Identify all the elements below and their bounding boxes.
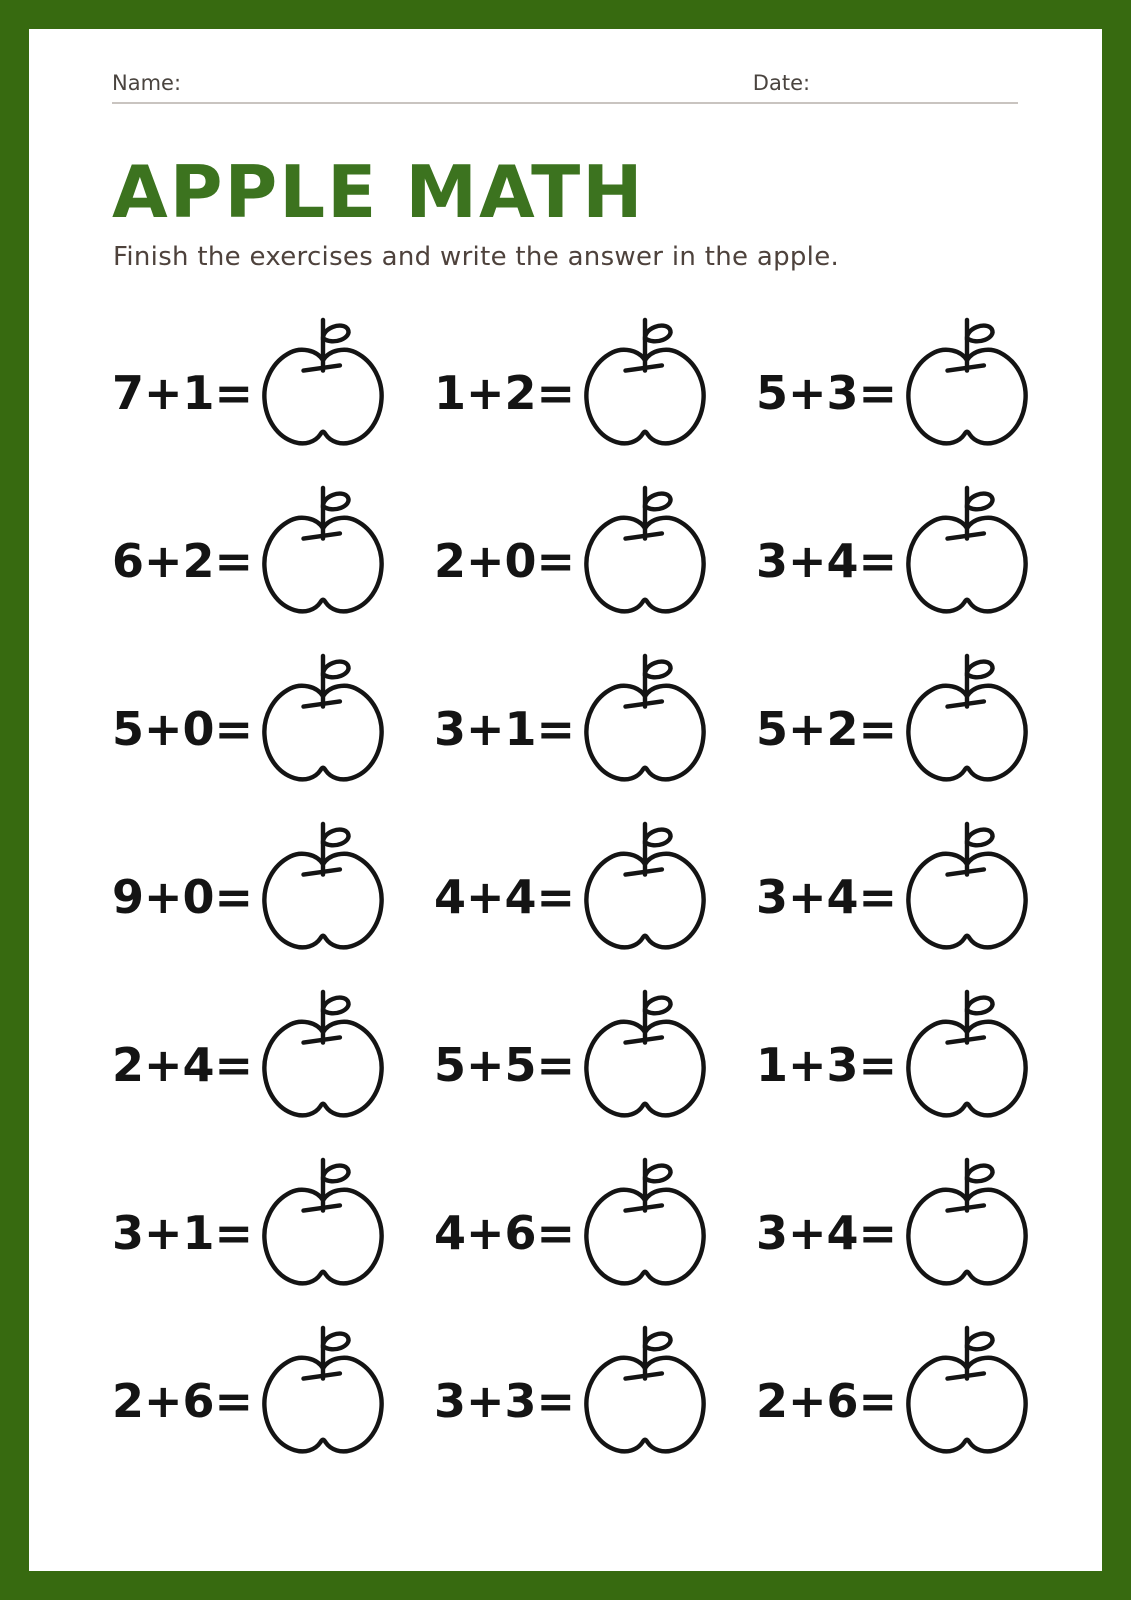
- problem-expression: 2+4=: [112, 1037, 254, 1092]
- problem-expression: 3+3=: [434, 1373, 576, 1428]
- problem-expression: 3+4=: [756, 1205, 898, 1260]
- apple-answer-box[interactable]: [579, 316, 711, 459]
- apple-answer-box[interactable]: [579, 1324, 711, 1467]
- problem-cell: [112, 1156, 389, 1299]
- problem-expression: 4+4=: [434, 869, 576, 924]
- problem-expression: 3+1=: [112, 1205, 254, 1260]
- apple-answer-box[interactable]: [901, 820, 1033, 963]
- apple-answer-box[interactable]: [579, 820, 711, 963]
- apple-answer-box[interactable]: [257, 820, 389, 963]
- problem-cell: [756, 988, 1033, 1131]
- problem-expression: 6+2=: [112, 533, 254, 588]
- apple-answer-box[interactable]: [901, 652, 1033, 795]
- name-label: Name:: [112, 71, 182, 95]
- problem-expression: 5+3=: [756, 365, 898, 420]
- problem-expression: 1+2=: [434, 365, 576, 420]
- problem-cell: [756, 316, 1033, 459]
- problem-expression: 5+5=: [434, 1037, 576, 1092]
- date-input-line[interactable]: [810, 71, 1018, 95]
- problem-cell: [112, 316, 389, 459]
- apple-answer-box[interactable]: [257, 316, 389, 459]
- problem-cell: [434, 316, 711, 459]
- apple-answer-box[interactable]: [901, 316, 1033, 459]
- apple-answer-box[interactable]: [901, 484, 1033, 627]
- problem-cell: [434, 484, 711, 627]
- apple-answer-box[interactable]: [579, 1156, 711, 1299]
- problem-expression: 4+6=: [434, 1205, 576, 1260]
- problem-expression: 3+4=: [756, 533, 898, 588]
- problem-cell: [434, 652, 711, 795]
- problem-expression: 5+2=: [756, 701, 898, 756]
- name-input-line[interactable]: [181, 71, 753, 95]
- apple-answer-box[interactable]: [901, 1156, 1033, 1299]
- apple-answer-box[interactable]: [257, 988, 389, 1131]
- problem-expression: 7+1=: [112, 365, 254, 420]
- date-label: Date:: [752, 71, 811, 95]
- apple-answer-box[interactable]: [579, 988, 711, 1131]
- problem-cell: [434, 1324, 711, 1467]
- problem-cell: [434, 988, 711, 1131]
- apple-answer-box[interactable]: [579, 652, 711, 795]
- apple-answer-box[interactable]: [257, 652, 389, 795]
- problem-cell: [112, 988, 389, 1131]
- problem-expression: 2+6=: [112, 1373, 254, 1428]
- header: [112, 71, 1018, 104]
- problem-expression: 2+6=: [756, 1373, 898, 1428]
- apple-answer-box[interactable]: [901, 1324, 1033, 1467]
- problem-cell: [112, 484, 389, 627]
- problem-cell: [434, 1156, 711, 1299]
- apple-answer-box[interactable]: [257, 484, 389, 627]
- apple-answer-box[interactable]: [901, 988, 1033, 1131]
- problem-cell: [112, 652, 389, 795]
- problem-expression: 2+0=: [434, 533, 576, 588]
- problem-expression: 9+0=: [112, 869, 254, 924]
- problem-cell: [112, 820, 389, 963]
- apple-answer-box[interactable]: [257, 1156, 389, 1299]
- problem-cell: [112, 1324, 389, 1467]
- page-subtitle: Finish the exercises and write the answer in the apple.: [113, 242, 840, 272]
- problem-cell: [756, 1156, 1033, 1299]
- apple-answer-box[interactable]: [257, 1324, 389, 1467]
- problem-expression: 3+1=: [434, 701, 576, 756]
- problem-cell: [434, 820, 711, 963]
- problem-expression: 5+0=: [112, 701, 254, 756]
- problem-cell: [756, 484, 1033, 627]
- problem-expression: 3+4=: [756, 869, 898, 924]
- problem-cell: [756, 820, 1033, 963]
- problem-cell: [756, 1324, 1033, 1467]
- problems-grid: [112, 316, 1033, 1467]
- problem-cell: [756, 652, 1033, 795]
- problem-expression: 1+3=: [756, 1037, 898, 1092]
- apple-answer-box[interactable]: [579, 484, 711, 627]
- page-title: APPLE MATH: [112, 150, 645, 234]
